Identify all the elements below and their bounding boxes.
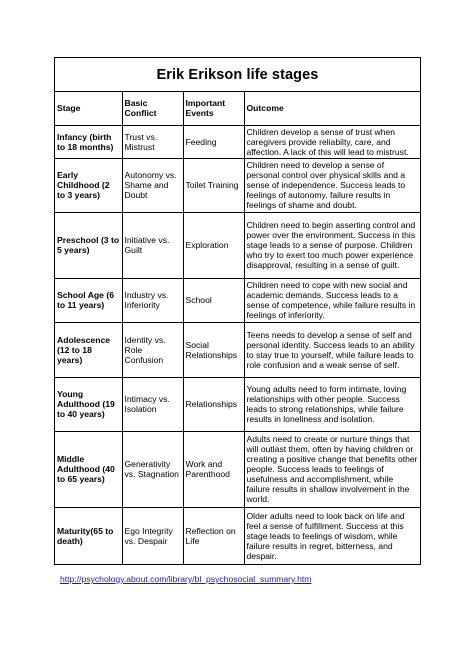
outcome-cell: Adults need to create or nurture things that will outlast them, often by having children or creating a positive change that benefits other people. Success leads to feelings of usefulness and accomplishment, while failure results in shallow involvement in the world. xyxy=(244,431,420,507)
events-cell: Relationships xyxy=(183,377,244,431)
conflict-cell: Intimacy vs. Isolation xyxy=(122,377,183,431)
outcome-cell: Children need to develop a sense of personal control over physical skills and a sense of independence. Success leads to feelings of autonomy, failure results in feelings of shame and doubt. xyxy=(244,158,420,212)
table-row xyxy=(55,125,420,158)
source-link[interactable]: http://psychology.about.com/library/bl_psychosocial_summary.htm xyxy=(60,574,312,584)
stage-cell: Early Childhood (2 to 3 years) xyxy=(55,158,122,212)
stage-cell: Preschool (3 to 5 years) xyxy=(55,212,122,278)
outcome-cell: Young adults need to form intimate, loving relationships with other people. Success leads to strong relationships, while failure results in loneliness and isolation. xyxy=(244,377,420,431)
conflict-cell: Ego Integrity vs. Despair xyxy=(122,507,183,564)
table-row xyxy=(55,507,420,564)
conflict-cell: Initiative vs. Guilt xyxy=(122,212,183,278)
conflict-cell: Generativity vs. Stagnation xyxy=(122,431,183,507)
table-row xyxy=(55,322,420,377)
outcome-cell: Teens needs to develop a sense of self and personal identity. Success leads to an ability to stay true to yourself, while failure leads to role confusion and a weak sense of self. xyxy=(244,322,420,377)
life-stages-table xyxy=(55,92,420,564)
conflict-cell: Autonomy vs. Shame and Doubt xyxy=(122,158,183,212)
stage-cell: Young Adulthood (19 to 40 years) xyxy=(55,377,122,431)
document-title: Erik Erikson life stages xyxy=(156,66,319,83)
title-row xyxy=(55,58,420,92)
events-cell: Toilet Training xyxy=(183,158,244,212)
events-cell: Exploration xyxy=(183,212,244,278)
outcome-cell: Children develop a sense of trust when caregivers provide reliabilty, care, and affection. A lack of this will lead to mistrust. xyxy=(244,125,420,158)
table-row xyxy=(55,212,420,278)
events-cell: Feeding xyxy=(183,125,244,158)
stage-cell: Middle Adulthood (40 to 65 years) xyxy=(55,431,122,507)
events-cell: School xyxy=(183,278,244,322)
events-cell: Reflection on Life xyxy=(183,507,244,564)
table-row xyxy=(55,431,420,507)
header-events: Important Events xyxy=(183,92,244,125)
conflict-cell: Trust vs. Mistrust xyxy=(122,125,183,158)
outcome-cell: Children need to begin asserting control and power over the environment. Success in this stage leads to a sense of purpose. Children who try to exert too much power experience disapproval, resulting in a sense of guilt. xyxy=(244,212,420,278)
life-stages-table-frame xyxy=(54,57,421,565)
conflict-cell: Identity vs. Role Confusion xyxy=(122,322,183,377)
stage-cell: Adolescence (12 to 18 years) xyxy=(55,322,122,377)
table-row xyxy=(55,278,420,322)
conflict-cell: Industry vs. Inferiority xyxy=(122,278,183,322)
events-cell: Work and Parenthood xyxy=(183,431,244,507)
events-cell: Social Relationships xyxy=(183,322,244,377)
header-stage: Stage xyxy=(55,92,122,125)
table-row xyxy=(55,377,420,431)
stage-cell: Infancy (birth to 18 months) xyxy=(55,125,122,158)
header-row xyxy=(55,92,420,125)
stage-cell: School Age (6 to 11 years) xyxy=(55,278,122,322)
outcome-cell: Older adults need to look back on life and feel a sense of fulfillment. Success at this stage leads to feelings of wisdom, while failure results in regret, bitterness, and despair. xyxy=(244,507,420,564)
stage-cell: Maturity(65 to death) xyxy=(55,507,122,564)
header-outcome: Outcome xyxy=(244,92,420,125)
header-conflict: Basic Conflict xyxy=(122,92,183,125)
table-row xyxy=(55,158,420,212)
outcome-cell: Children need to cope with new social and academic demands. Success leads to a sense of competence, while failure results in feelings of inferiority. xyxy=(244,278,420,322)
